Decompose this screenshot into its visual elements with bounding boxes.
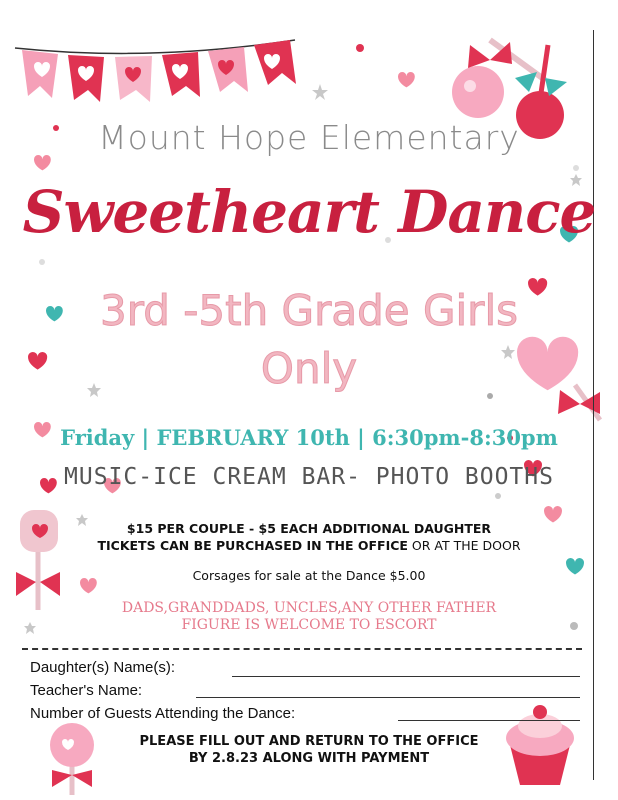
teacher-name-field[interactable]: [196, 697, 580, 698]
bunting-banner: [15, 40, 296, 102]
school-name: Mount Hope Elementary: [98, 118, 520, 157]
date-time: Friday | FEBRUARY 10th | 6:30pm-8:30pm: [60, 425, 558, 450]
tickets-line: [0, 537, 618, 554]
grade-line-1: 3rd -5th Grade Girls: [99, 286, 518, 335]
guests-field[interactable]: [398, 720, 580, 721]
escort-line-2: FIGURE IS WELCOME TO ESCORT: [181, 617, 437, 633]
corsage-line: Corsages for sale at the Dance $5.00: [192, 568, 426, 583]
escort-info: [0, 600, 618, 634]
daughter-name-field[interactable]: [232, 676, 580, 677]
grade-info: [0, 282, 618, 398]
return-line-2: BY 2.8.23 ALONG WITH PAYMENT: [188, 751, 430, 766]
pricing-info: [0, 520, 618, 554]
teacher-name-label: Teacher's Name:: [30, 682, 143, 699]
tickets-line-b: OR AT THE DOOR: [407, 538, 521, 553]
amenities: MUSIC-ICE CREAM BAR- PHOTO BOOTHS: [64, 464, 554, 490]
event-title: Sweetheart Dance: [22, 178, 596, 246]
return-instructions: [0, 733, 618, 767]
price-line: $15 PER COUPLE - $5 EACH ADDITIONAL DAUGHTER: [126, 521, 492, 536]
daughter-name-label: Daughter(s) Name(s):: [30, 659, 176, 676]
escort-line-1: DADS,GRANDDADS, UNCLES,ANY OTHER FATHER: [121, 600, 497, 616]
grade-line-2: Only: [260, 344, 358, 393]
return-line-1: PLEASE FILL OUT AND RETURN TO THE OFFICE: [139, 734, 479, 749]
tickets-line-a: TICKETS CAN BE PURCHASED IN THE OFFICE: [97, 538, 408, 553]
cut-line: [22, 648, 582, 650]
guests-label: Number of Guests Attending the Dance:: [30, 705, 296, 722]
